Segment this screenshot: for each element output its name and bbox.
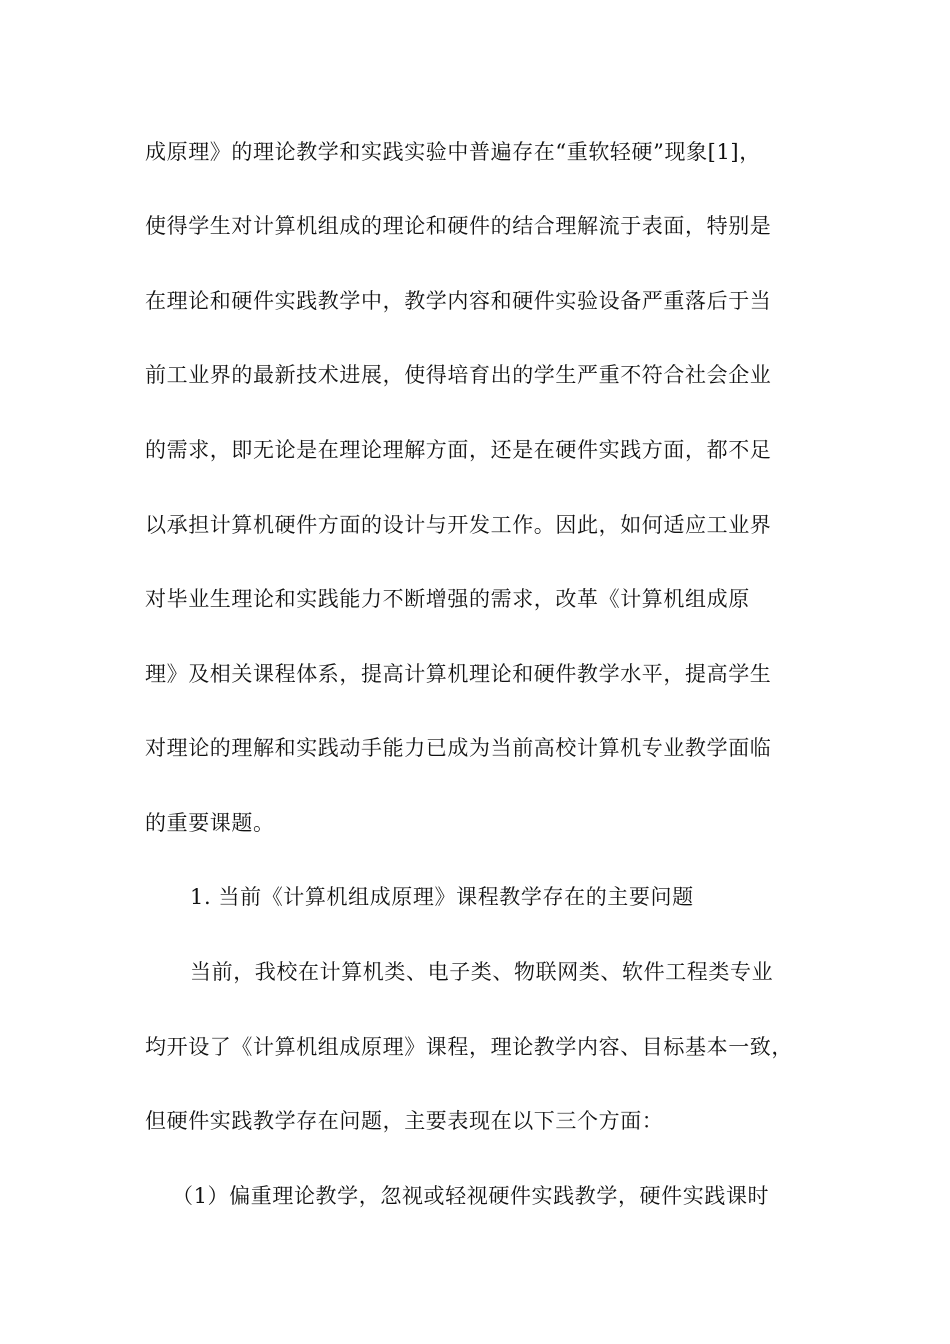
paragraph-line: 但硬件实践教学存在问题，主要表现在以下三个方面： — [145, 1109, 664, 1133]
paragraph-line: 的重要课题。 — [145, 811, 275, 835]
paragraph-line: 的需求，即无论是在理论理解方面，还是在硬件实践方面，都不足 — [145, 438, 772, 462]
paragraph-line: 前工业界的最新技术进展，使得培育出的学生严重不符合社会企业 — [145, 363, 772, 387]
paragraph-line: 使得学生对计算机组成的理论和硬件的结合理解流于表面，特别是 — [145, 214, 772, 238]
paragraph-line: 对理论的理解和实践动手能力已成为当前高校计算机专业教学面临 — [145, 736, 772, 760]
paragraph-line: 均开设了《计算机组成原理》课程，理论教学内容、目标基本一致， — [145, 1035, 793, 1059]
paragraph-line: 成原理》的理论教学和实践实验中普遍存在“重软轻硬”现象[1]， — [145, 140, 761, 164]
paragraph-line: 当前，我校在计算机类、电子类、物联网类、软件工程类专业 — [190, 960, 774, 984]
list-item: （1）偏重理论教学，忽视或轻视硬件实践教学，硬件实践课时 — [172, 1184, 770, 1208]
paragraph-line: 理》及相关课程体系，提高计算机理论和硬件教学水平，提高学生 — [145, 662, 772, 686]
section-heading: 1. 当前《计算机组成原理》课程教学存在的主要问题 — [190, 885, 694, 909]
paragraph-line: 在理论和硬件实践教学中，教学内容和硬件实验设备严重落后于当 — [145, 289, 772, 313]
paragraph-line: 以承担计算机硬件方面的设计与开发工作。因此，如何适应工业界 — [145, 513, 772, 537]
paragraph-line: 对毕业生理论和实践能力不断增强的需求，改革《计算机组成原 — [145, 587, 750, 611]
